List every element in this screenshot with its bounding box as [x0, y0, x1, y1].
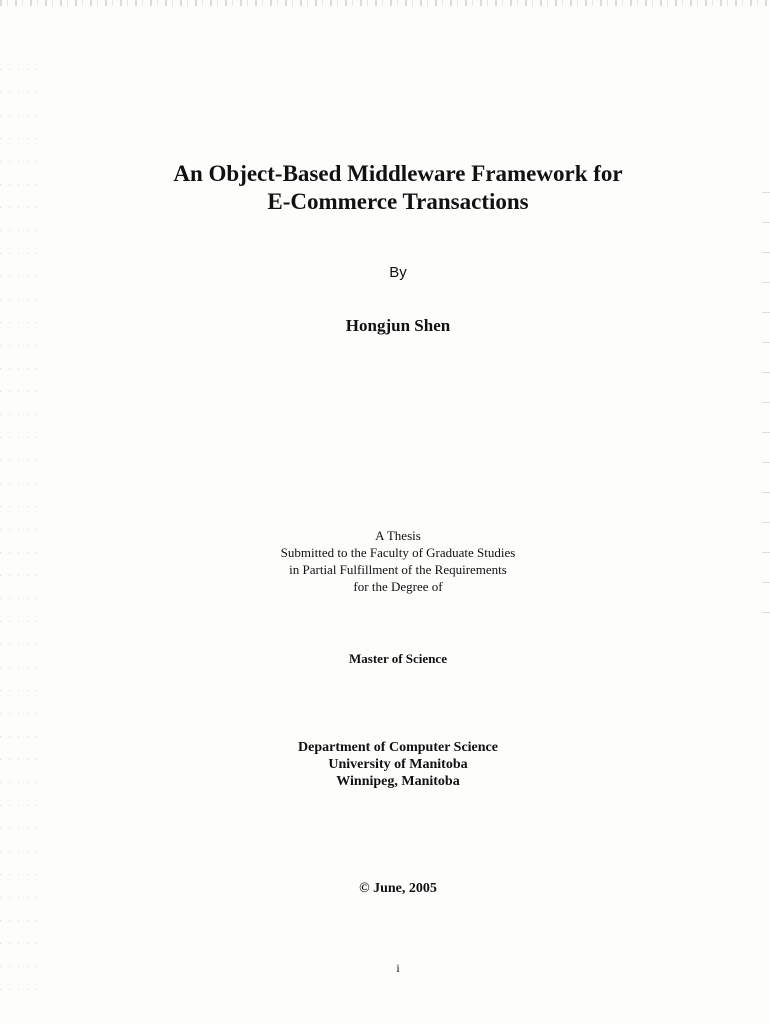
- copyright-date: © June, 2005: [359, 881, 437, 896]
- location-line: Winnipeg, Manitoba: [336, 774, 460, 789]
- page-number: i: [396, 961, 400, 975]
- degree-name: Master of Science: [349, 651, 447, 666]
- thesis-line-4: for the Degree of: [353, 579, 443, 594]
- by-label: By: [389, 264, 407, 281]
- thesis-line-2: Submitted to the Faculty of Graduate Studies: [280, 545, 516, 560]
- title-line-2: E-Commerce Transactions: [267, 189, 529, 214]
- scan-noise-top: [0, 0, 770, 6]
- department-line: Department of Computer Science: [298, 740, 498, 755]
- university-line: University of Manitoba: [328, 757, 468, 772]
- thesis-line-1: A Thesis: [375, 528, 421, 543]
- thesis-statement: [0, 527, 770, 595]
- author-name: Hongjun Shen: [345, 316, 451, 335]
- thesis-line-3: in Partial Fulfillment of the Requirements: [289, 562, 507, 577]
- department-block: [0, 739, 770, 790]
- title-line-1: An Object-Based Middleware Framework for: [173, 161, 623, 186]
- thesis-title: [0, 160, 770, 216]
